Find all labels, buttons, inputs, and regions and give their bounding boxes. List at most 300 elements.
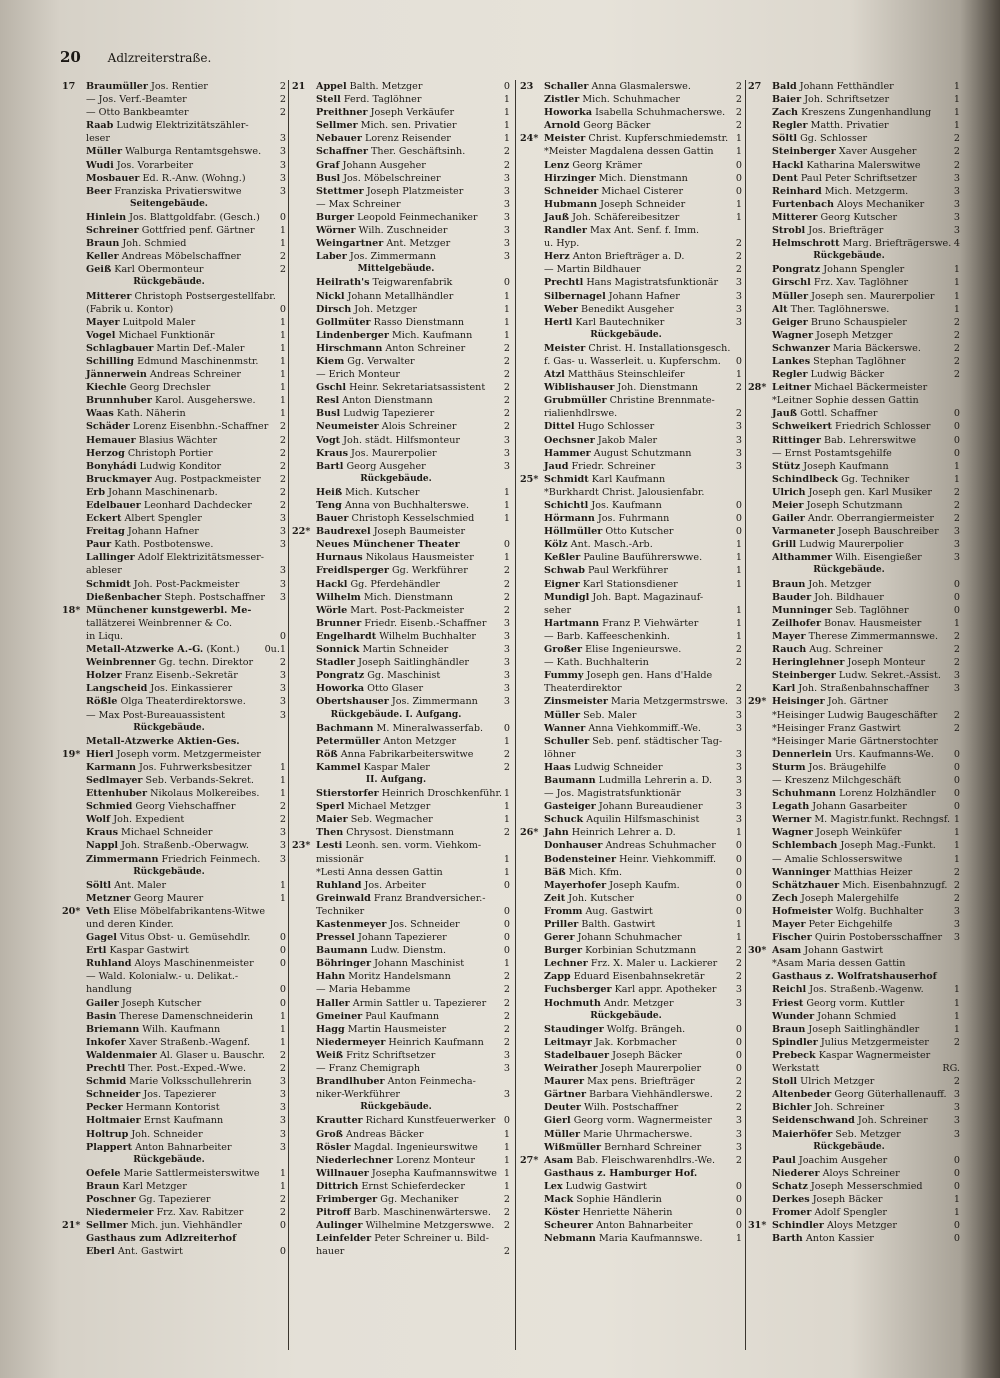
floor-number: 0u.1 — [264, 644, 286, 656]
resident-surname: Sonnick — [316, 644, 360, 656]
directory-entry — [520, 355, 742, 368]
section-heading: Rückgebäude. — [133, 866, 205, 877]
floor-number: 0 — [953, 1180, 960, 1192]
directory-entry — [292, 1154, 510, 1167]
directory-entry — [520, 774, 742, 787]
floor-number: 3 — [503, 670, 510, 682]
resident-surname: Leitmayr — [544, 1036, 592, 1048]
directory-entry — [520, 145, 742, 158]
floor-number: 0 — [735, 500, 742, 511]
floor-number: 3 — [953, 1089, 960, 1101]
floor-number: 3 — [503, 198, 510, 210]
directory-entry — [292, 1232, 510, 1245]
resident-details: Joseph Baumeister — [370, 526, 466, 538]
floor-number: 2 — [503, 369, 510, 381]
resident-details: Joseph Schneider — [597, 198, 686, 210]
resident-details: *Leitner Sophie dessen Gattin — [772, 395, 919, 407]
resident-surname: Hierl — [86, 748, 114, 760]
resident-details: *Heisinger Marie Gärtnerstochter — [772, 735, 938, 747]
directory-entry — [520, 1114, 742, 1127]
resident-details: Magdal. Ingenieurswitwe — [350, 1141, 478, 1153]
directory-entry — [62, 1101, 286, 1114]
resident-surname: Eigner — [544, 578, 580, 590]
resident-surname: Kiechle — [86, 382, 127, 394]
directory-entry — [62, 172, 286, 185]
floor-number: 2 — [953, 316, 960, 328]
resident-surname: Eckert — [86, 513, 122, 525]
directory-entry — [520, 473, 742, 486]
floor-number: 1 — [735, 630, 742, 642]
section-heading: Rückgebäude. — [133, 277, 205, 288]
resident-surname: Pitroff — [316, 1207, 351, 1219]
resident-surname: Wudi — [86, 159, 114, 171]
directory-entry — [292, 381, 510, 394]
floor-number: 0 — [735, 905, 742, 917]
floor-number: 0 — [279, 211, 286, 223]
resident-details: Walburga Rentamtsgehswe. — [122, 146, 262, 158]
resident-surname: Edelbauer — [86, 500, 141, 511]
directory-entry — [748, 591, 960, 604]
directory-entry — [62, 695, 286, 708]
directory-entry — [292, 630, 510, 643]
floor-number: 1 — [735, 617, 742, 629]
resident-surname: Girschl — [772, 277, 811, 289]
resident-surname: Gagel — [86, 932, 117, 944]
resident-details: Gg. Schlosser — [797, 133, 868, 145]
directory-entry — [292, 905, 510, 918]
directory-entry — [62, 80, 286, 93]
resident-surname: Kölz — [544, 539, 568, 551]
resident-surname: Stell — [316, 94, 341, 106]
house-number: 21* — [62, 1220, 81, 1232]
floor-number: 0 — [503, 879, 510, 891]
directory-entry — [520, 499, 742, 512]
resident-surname: Ulrich — [772, 486, 806, 498]
floor-number: 0 — [503, 539, 510, 551]
resident-surname: Baumann — [544, 774, 596, 786]
floor-number: 0 — [735, 892, 742, 904]
resident-surname: Maierhöfer — [772, 1128, 833, 1140]
floor-number: 2 — [503, 1193, 510, 1205]
floor-number: 2 — [953, 866, 960, 878]
resident-details: Gg. Mechaniker — [377, 1193, 459, 1205]
resident-details: Alois Schreiner — [378, 421, 457, 433]
resident-details: Karl appr. Apotheker — [611, 984, 717, 996]
directory-entry — [520, 630, 742, 643]
resident-surname: Schwanzer — [772, 342, 830, 354]
directory-entry — [292, 159, 510, 172]
directory-entry — [520, 1088, 742, 1101]
floor-number: 3 — [953, 172, 960, 184]
directory-entry — [748, 905, 960, 918]
directory-entry — [62, 1206, 286, 1219]
floor-number: 0 — [735, 1220, 742, 1232]
resident-details: Ludwig Gastwirt — [562, 1180, 647, 1192]
resident-details: Marg. Briefträgerswe. — [839, 238, 952, 250]
directory-entry — [520, 1075, 742, 1088]
floor-number: 3 — [279, 840, 286, 852]
resident-surname: Beer — [86, 185, 112, 197]
resident-surname: Gerer — [544, 932, 575, 944]
resident-details: Joseph Bauschreiber — [834, 526, 939, 538]
resident-details: Jos. Briefträger — [805, 225, 884, 237]
floor-number: 3 — [735, 1141, 742, 1153]
house-number: 27 — [748, 81, 762, 92]
directory-entry — [520, 276, 742, 289]
resident-surname: Schneider — [86, 1089, 141, 1101]
resident-details: Wolfg. Brängeh. — [603, 1023, 686, 1035]
resident-surname: Maurer — [544, 1076, 585, 1088]
floor-number: 0 — [735, 1023, 742, 1035]
directory-entry — [292, 172, 510, 185]
resident-surname: Groß — [316, 1128, 343, 1140]
resident-details: Josepha Kaufmannswitwe — [368, 1167, 497, 1179]
directory-entry — [292, 447, 510, 460]
resident-surname: Schilling — [86, 355, 135, 367]
resident-surname: Köster — [544, 1207, 580, 1219]
house-number: 26* — [520, 827, 539, 839]
resident-surname: Grill — [772, 539, 797, 551]
directory-entry — [62, 709, 286, 722]
floor-number: 3 — [279, 696, 286, 708]
directory-entry — [62, 1036, 286, 1049]
resident-details: u. Hyp. — [544, 238, 580, 250]
resident-details: Albert Spengler — [121, 513, 202, 525]
directory-entry — [62, 1245, 286, 1258]
directory-entry — [520, 93, 742, 106]
resident-surname: Plappert — [86, 1141, 133, 1153]
floor-number: 1 — [953, 94, 960, 106]
resident-surname: Frimberger — [316, 1193, 378, 1205]
resident-details: Techniker — [316, 905, 365, 917]
resident-details: *Meister Magdalena dessen Gattin — [544, 146, 714, 158]
resident-details: Frz. Xav. Rabitzer — [153, 1207, 244, 1219]
resident-details: Christ. H. Installationsgesch. — [585, 342, 731, 354]
floor-number: 3 — [279, 133, 286, 145]
floor-number: 1 — [953, 290, 960, 302]
resident-surname: Rauch — [772, 644, 807, 656]
directory-entry — [520, 316, 742, 329]
resident-details: Al. Glaser u. Bauschr. — [156, 1049, 265, 1061]
resident-details: Werkstatt — [772, 1063, 820, 1075]
resident-surname: Engelhardt — [316, 630, 377, 642]
resident-surname: Pressel — [316, 932, 355, 944]
resident-details: Mart. Post-Packmeister — [347, 604, 465, 616]
resident-details: Franz P. Viehwärter — [599, 617, 699, 629]
directory-entry — [292, 748, 510, 761]
directory-entry — [292, 106, 510, 119]
resident-details: Johann Hafner — [124, 526, 199, 538]
resident-details: — Otto Bankbeamter — [86, 107, 189, 119]
resident-surname: Zimmermann — [86, 853, 159, 865]
directory-entry — [62, 800, 286, 813]
floor-number: 3 — [953, 185, 960, 197]
floor-number: 3 — [503, 1049, 510, 1061]
resident-surname: Heiß — [316, 486, 343, 498]
resident-surname: Waas — [86, 408, 114, 420]
resident-surname: Steinberger — [772, 670, 836, 682]
resident-surname: Legath — [772, 801, 810, 813]
resident-details: Joseph Kaufmann — [800, 460, 889, 472]
floor-number: 2 — [279, 486, 286, 498]
resident-details: Gg. Tapezierer — [135, 1193, 211, 1205]
directory-entry — [520, 669, 742, 682]
directory-entry — [748, 774, 960, 787]
floor-number: 1 — [503, 329, 510, 341]
resident-details: Georg vorm. Kuttler — [803, 997, 905, 1009]
resident-details: Ludwig Tapezierer — [340, 408, 435, 420]
resident-details: (Fabrik u. Kontor) — [86, 303, 174, 315]
resident-details: Martin Schneider — [359, 644, 449, 656]
floor-number: 1 — [503, 788, 510, 800]
directory-entry — [292, 119, 510, 132]
directory-entry — [748, 342, 960, 355]
directory-entry — [520, 957, 742, 970]
directory-entry — [520, 787, 742, 800]
resident-details: Michael Cisterer — [598, 185, 684, 197]
floor-number: 3 — [735, 277, 742, 289]
floor-number: 3 — [735, 814, 742, 826]
directory-entry — [292, 342, 510, 355]
floor-number: 2 — [279, 460, 286, 472]
directory-entry — [62, 918, 286, 931]
resident-details: Marie Uhrmacherswe. — [580, 1128, 693, 1140]
floor-number: 1 — [503, 133, 510, 145]
directory-entry — [748, 722, 960, 735]
directory-entry — [292, 211, 510, 224]
resident-details: Mich. Kaufmann — [388, 329, 473, 341]
resident-surname: Holtmaier — [86, 1115, 141, 1127]
resident-surname: Münchener kunstgewerbl. Me- — [86, 604, 252, 616]
resident-details: Kaspar Maler — [360, 761, 430, 773]
directory-entry — [62, 1232, 286, 1245]
resident-surname: Staudinger — [544, 1023, 604, 1035]
floor-number: 2 — [953, 146, 960, 158]
resident-details: Ludwig Schneider — [570, 761, 663, 773]
directory-entry — [292, 604, 510, 617]
resident-surname: Deuter — [544, 1102, 581, 1114]
directory-entry — [748, 211, 960, 224]
floor-number: 2 — [953, 657, 960, 669]
floor-number: 2 — [735, 971, 742, 983]
directory-entry — [292, 1114, 510, 1127]
resident-details: Heinrich Lehrer a. D. — [568, 827, 676, 839]
resident-surname: Hirzinger — [544, 172, 596, 184]
resident-surname: Burger — [544, 945, 583, 957]
resident-details: Joh. Bildhauer — [811, 591, 884, 603]
directory-entry — [292, 918, 510, 931]
floor-number: 2 — [735, 408, 742, 420]
directory-entry — [292, 1023, 510, 1036]
floor-number: 3 — [735, 1128, 742, 1140]
directory-entry — [748, 761, 960, 774]
resident-surname: Schreiner — [86, 225, 139, 237]
resident-surname: Lenz — [544, 159, 570, 171]
directory-entry — [62, 185, 286, 198]
floor-number: 1 — [279, 879, 286, 891]
directory-entry — [62, 931, 286, 944]
resident-details: Xaver Ausgeher — [835, 146, 917, 158]
floor-number: 1 — [735, 919, 742, 930]
floor-number: 0 — [953, 1167, 960, 1179]
floor-number: 0 — [953, 1220, 960, 1232]
resident-surname: Althammer — [772, 552, 833, 564]
resident-details: Jos. Tapezierer — [140, 1089, 216, 1101]
resident-surname: Söltl — [772, 133, 798, 145]
floor-number: 1 — [279, 342, 286, 354]
floor-number: 0 — [735, 879, 742, 891]
directory-entry — [520, 604, 742, 617]
resident-surname: Inkofer — [86, 1036, 126, 1048]
floor-number: 2 — [279, 473, 286, 485]
directory-entry — [520, 486, 742, 499]
resident-surname: Hörmann — [544, 513, 595, 525]
house-number: 20* — [62, 905, 81, 917]
directory-entry — [62, 853, 286, 866]
resident-details: Anton Kassier — [802, 1233, 874, 1245]
resident-surname: Teng — [316, 500, 342, 511]
resident-details: Leonh. sen. vorm. Viehkom- — [342, 840, 482, 852]
floor-number: 0 — [503, 919, 510, 930]
directory-entry — [62, 290, 286, 303]
directory-entry — [62, 682, 286, 695]
resident-details: Kaspar Wagnermeister — [815, 1049, 931, 1061]
resident-surname: Stierstorfer — [316, 788, 379, 800]
resident-surname: Hertl — [544, 316, 573, 328]
directory-entry — [748, 892, 960, 905]
floor-number: 3 — [279, 172, 286, 184]
floor-number: 3 — [503, 1089, 510, 1101]
directory-entry — [520, 185, 742, 198]
directory-entry — [520, 250, 742, 263]
resident-surname: Mack — [544, 1193, 574, 1205]
resident-details: Johann Bureaudiener — [595, 801, 703, 813]
resident-details: Joseph gen. Karl Musiker — [805, 486, 932, 498]
resident-surname: Langscheid — [86, 683, 148, 695]
floor-number: 0 — [735, 1193, 742, 1205]
directory-entry — [292, 997, 510, 1010]
resident-details: f. Gas- u. Wasserleit. u. Kupferschm. — [544, 355, 721, 367]
resident-surname: Reichl — [772, 984, 807, 996]
floor-number: 2 — [503, 382, 510, 394]
resident-details: Jos. Arbeiter — [361, 879, 426, 891]
directory-entry — [520, 1232, 742, 1245]
resident-details: Peter Eichgehilfe — [805, 919, 893, 930]
floor-number: 3 — [735, 997, 742, 1009]
floor-number: 1 — [953, 107, 960, 119]
directory-entry — [292, 329, 510, 342]
resident-details: Sophie Händlerin — [573, 1193, 662, 1205]
resident-surname: Grubmüller — [544, 395, 607, 407]
resident-surname: Sedlmayer — [86, 774, 143, 786]
directory-entry — [520, 800, 742, 813]
resident-details: Heinr. Viehkommiff. — [616, 853, 717, 865]
resident-details: Joh. Kutscher — [565, 892, 634, 904]
resident-details: Stephan Taglöhner — [810, 355, 906, 367]
floor-number: 2 — [503, 971, 510, 983]
resident-details: Friedr. Schreiner — [568, 460, 656, 472]
directory-entry — [292, 1245, 510, 1258]
resident-surname: Bruckmayer — [86, 473, 152, 485]
resident-surname: Howorka — [316, 683, 365, 695]
resident-surname: Gärtner — [544, 1089, 587, 1101]
resident-surname: Kraus — [316, 447, 348, 459]
resident-details: Joseph sen. Maurerpolier — [808, 290, 935, 302]
resident-details: Henriette Näherin — [579, 1207, 673, 1219]
directory-entry — [292, 551, 510, 564]
resident-details: Anton Feinmecha- — [384, 1076, 476, 1088]
resident-details: — Max Post-Bureauassistent — [86, 709, 226, 721]
floor-number: 2 — [735, 120, 742, 132]
resident-surname: Zeilhofer — [772, 617, 822, 629]
resident-surname: Alt — [772, 303, 788, 315]
floor-number: 3 — [279, 1102, 286, 1114]
resident-surname: Neues Münchener Theater — [316, 539, 460, 551]
directory-entry — [748, 748, 960, 761]
resident-details: M. Magistr.funkt. Rechngsf. — [811, 814, 951, 826]
floor-number: 2 — [279, 107, 286, 119]
resident-details: missionär — [316, 853, 364, 865]
resident-details: Jakob Maler — [594, 434, 658, 446]
directory-entry — [520, 617, 742, 630]
floor-number: 2 — [503, 604, 510, 616]
floor-number: 0 — [735, 185, 742, 197]
floor-number: 2 — [735, 94, 742, 106]
directory-entry — [292, 1062, 510, 1075]
directory-entry — [292, 957, 510, 970]
resident-details: Bruno Schauspieler — [807, 316, 907, 328]
resident-surname: Gierl — [544, 1115, 571, 1127]
directory-entry — [520, 656, 742, 669]
directory-entry — [748, 604, 960, 617]
directory-entry — [520, 1023, 742, 1036]
directory-entry — [292, 132, 510, 145]
resident-details: niker-Werkführer — [316, 1089, 400, 1101]
floor-number: 1 — [503, 1128, 510, 1140]
floor-number: 3 — [279, 709, 286, 721]
floor-number: 3 — [503, 617, 510, 629]
resident-details: Barb. Maschinenwärterswe. — [350, 1207, 491, 1219]
directory-entry — [292, 420, 510, 433]
resident-details: Michael Funktionär — [115, 329, 215, 341]
resident-details: Joh. Metzger — [805, 578, 872, 590]
resident-surname: Mayer — [86, 316, 120, 328]
directory-entry — [748, 957, 960, 970]
directory-entry — [292, 237, 510, 250]
floor-number: 2 — [953, 879, 960, 891]
resident-details: Johann Spengler — [820, 264, 905, 276]
resident-surname: Dittel — [544, 421, 575, 433]
resident-surname: Wagner — [772, 329, 813, 341]
floor-number: 2 — [953, 1036, 960, 1048]
resident-details: Ther. Taglöhnerswe. — [787, 303, 890, 315]
directory-entry — [62, 826, 286, 839]
floor-number: 2 — [953, 644, 960, 656]
directory-entry — [748, 486, 960, 499]
resident-details: Jos. Einkassierer — [147, 683, 233, 695]
resident-details: Joseph Schutzmann — [803, 500, 903, 511]
resident-details: Katharina Malerswitwe — [803, 159, 921, 171]
resident-details: Pauline Bauführerswwe. — [580, 552, 703, 564]
directory-entry — [62, 1088, 286, 1101]
resident-details: Georg Krämer — [569, 159, 643, 171]
directory-entry — [62, 499, 286, 512]
resident-surname: Hackl — [316, 578, 348, 590]
resident-surname: Then — [316, 827, 344, 839]
resident-surname: Haas — [544, 761, 571, 773]
resident-details: Jos. Kaufmann — [588, 500, 662, 511]
directory-entry — [748, 578, 960, 591]
